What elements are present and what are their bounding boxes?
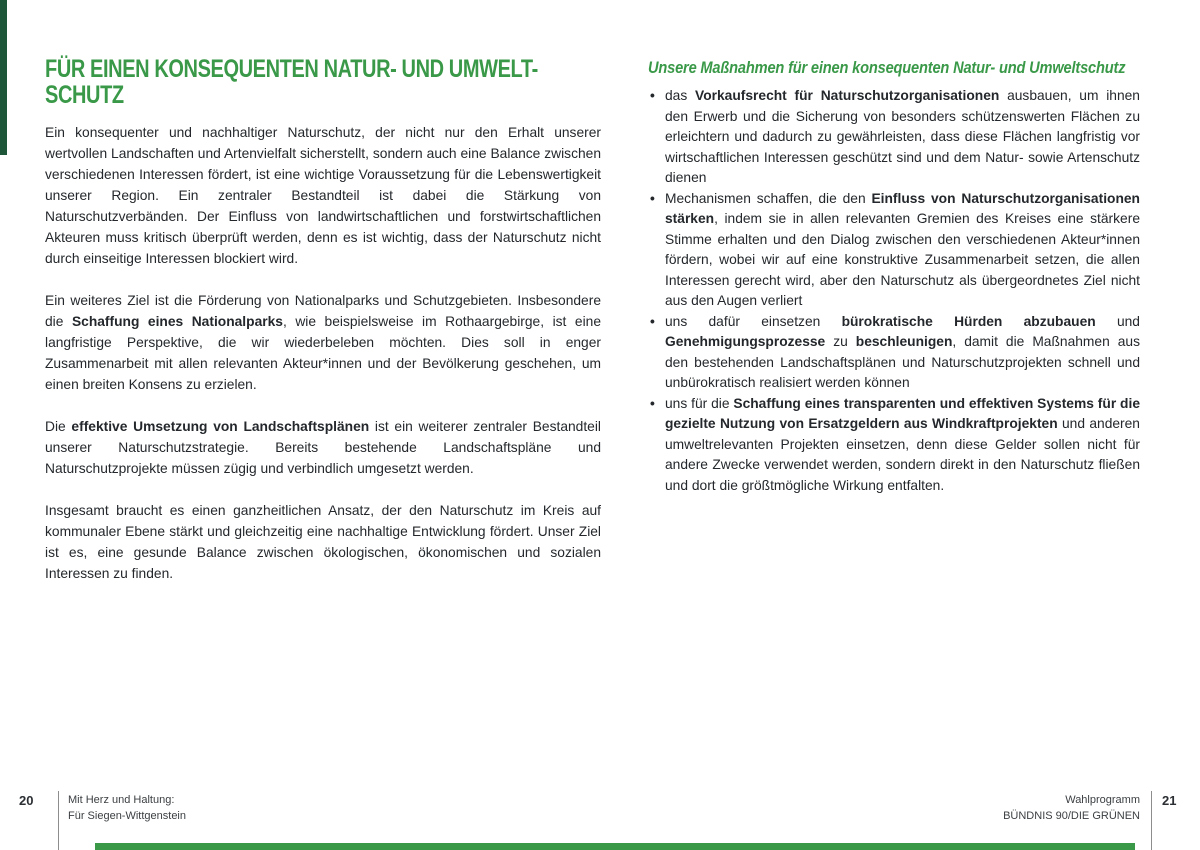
list-item-text: das Vorkaufsrecht für Naturschutzorganisationen ausbauen, um ihnen den Erwerb und die Sicherung von besonders schützenswerten Flächen zu erleichtern und dadurch zu gewährleisten, dass diese Flächen langfristig vor wirtschaftlichen Interessen geschützt sind und dem Natur- sowie Artenschutz dienen: [665, 88, 1140, 185]
footer-right-text: [1003, 792, 1140, 824]
bullet-icon: •: [650, 88, 655, 103]
page-title-line1: FÜR EINEN KONSEQUENTEN NATUR- UND UMWELT-: [45, 55, 538, 83]
measures-list: [648, 86, 1140, 496]
bullet-icon: •: [650, 395, 655, 411]
list-item-text: Mechanismen schaffen, die den Einfluss von Naturschutzorganisationen stärken, indem sie in allen relevanten Gremien des Kreises eine stärkere Stimme erhalten und den Dialog zwischen den verschiedenen Akteur*innen fördern, wobei wir auf eine konstruktive Zusammenarbeit setzen, die allen Interessen gerecht wird, aber den Naturschutz als übergeordnetes Ziel nicht aus den Augen verliert: [665, 190, 1140, 308]
bullet-icon: •: [650, 313, 655, 329]
measures-heading: Unsere Maßnahmen für einen konsequenten Natur- und Umweltschutz: [648, 58, 1126, 77]
footer-divider-left: [58, 791, 59, 850]
list-item: [648, 86, 1140, 189]
footer-right-line1: Wahlprogramm: [1065, 794, 1140, 806]
footer-right-line2: BÜNDNIS 90/DIE GRÜNEN: [1003, 810, 1140, 822]
list-item: [648, 189, 1140, 312]
body-paragraph: Ein weiteres Ziel ist die Förderung von Nationalparks und Schutzgebieten. Insbesondere die Schaffung eines Nationalparks, wie beispielsweise im Rothaargebirge, ist eine langfristige Perspektive, die wir wiederbeleben möchten. Dies soll in enger Zusammenarbeit mit allen relevanten Akteur*innen und der Bevölkerung geschehen, um einen breiten Konsens zu erzielen.: [45, 293, 601, 392]
page-title-line2: SCHUTZ: [45, 81, 124, 109]
left-page-column: [45, 56, 601, 605]
list-item: [648, 312, 1140, 394]
footer-divider-right: [1151, 791, 1152, 850]
right-page-column: [648, 58, 1140, 496]
page-number-left: 20: [19, 793, 34, 808]
list-item: [648, 394, 1140, 497]
page-title: [45, 56, 601, 108]
body-paragraph: Insgesamt braucht es einen ganzheitlichen Ansatz, der den Naturschutz im Kreis auf kommunaler Ebene stärkt und gleichzeitig eine nachhaltige Entwicklung fördert. Unser Ziel ist es, eine gesunde Balance zwischen ökologischen, ökonomischen und sozialen Interessen zu finden.: [45, 503, 601, 581]
footer-left-text: [68, 792, 186, 824]
page-number-right: 21: [1162, 793, 1177, 808]
bullet-icon: •: [650, 190, 655, 206]
list-item-text: uns dafür einsetzen bürokratische Hürden abzubauen und Genehmigungsprozesse zu beschleunigen, damit die Maßnahmen aus den bestehenden Landschaftsplänen und Naturschutzprojekten schnell und unbürokratisch realisiert werden können: [665, 313, 1140, 390]
body-paragraph: Die effektive Umsetzung von Landschaftsplänen ist ein weiterer zentraler Bestandteil unserer Naturschutzstrategie. Bereits bestehende Landschaftspläne und Naturschutzprojekte müssen zügig und verbindlich umgesetzt werden.: [45, 419, 601, 476]
body-copy: [45, 122, 601, 584]
bottom-accent-bar: [95, 843, 1135, 850]
body-paragraph: Ein konsequenter und nachhaltiger Naturschutz, der nicht nur den Erhalt unserer wertvollen Landschaften und Artenvielfalt sicherstellt, sondern auch eine Balance zwischen verschiedenen Interessen fördert, ist eine wichtige Voraussetzung für die Lebenswertigkeit unserer Region. Ein zentraler Bestandteil ist dabei die Stärkung von Naturschutzverbänden. Der Einfluss von landwirtschaftlichen und forstwirtschaftlichen Akteuren muss kritisch überprüft werden, denn es ist wichtig, dass der Naturschutz nicht durch einseitige Interessen blockiert wird.: [45, 125, 601, 266]
list-item-text: uns für die Schaffung eines transparenten und effektiven Systems für die gezielte Nutzung von Ersatzgeldern aus Windkraftprojekten und anderen umweltrelevanten Projekten einsetzen, denn diese Gelder sollen nicht für andere Zwecke verwendet werden, sondern direkt in den Naturschutz fließen und dort die größtmögliche Wirkung entfalten.: [665, 395, 1140, 493]
footer-left-line1: Mit Herz und Haltung:: [68, 794, 175, 806]
footer-left-line2: Für Siegen-Wittgenstein: [68, 810, 186, 822]
chapter-edge-tab: [0, 0, 7, 155]
